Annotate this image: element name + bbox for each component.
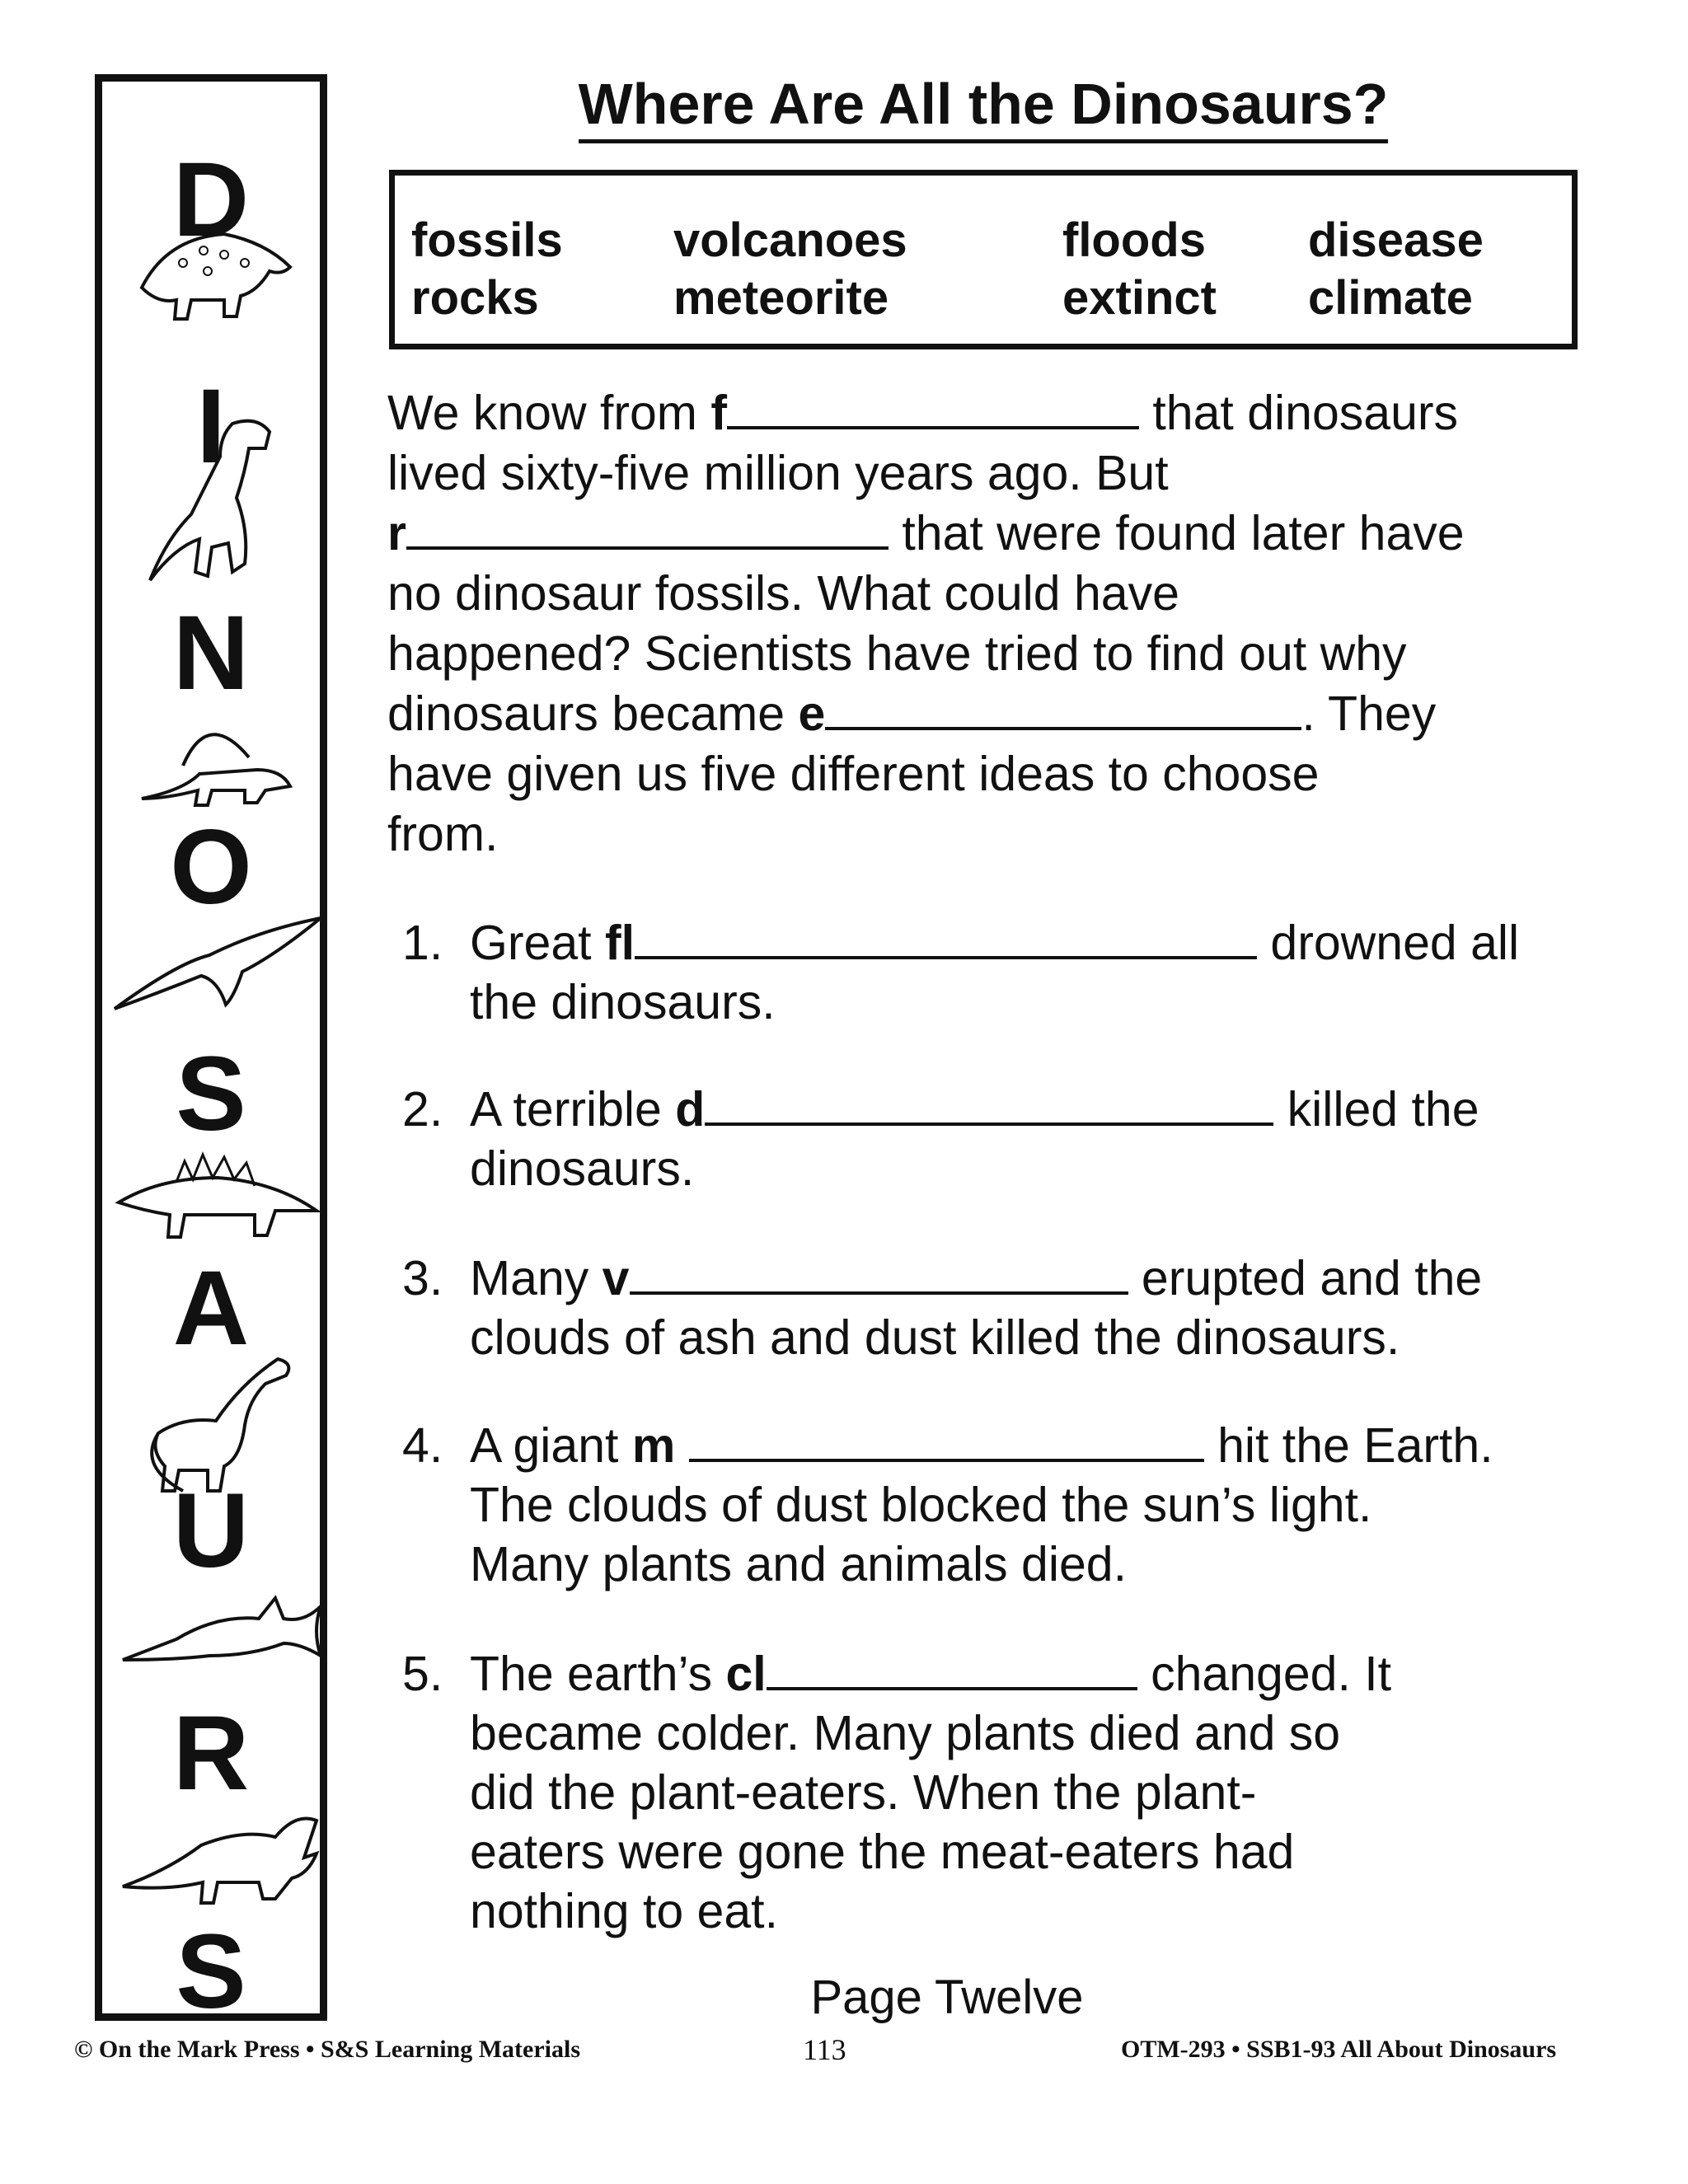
word-bank-item: volcanoes xyxy=(673,213,907,267)
ichthyosaurus-icon xyxy=(119,1582,325,1680)
intro-paragraph: We know from f that dinosaurs lived sixty-five million years ago. But r that were found later have no dinosaur fossils. What could have happened? Scientists have tried to find out why dinosaurs became e . They have given us five different ideas to choose from. xyxy=(387,386,1465,861)
stegosaurus-icon xyxy=(110,1145,325,1244)
ankylosaurus-icon xyxy=(134,222,298,329)
sidebar-letter: O xyxy=(170,808,252,926)
answer-blank-floods[interactable] xyxy=(635,915,1257,959)
sidebar-letter: U xyxy=(172,1472,250,1590)
page-title: Where Are All the Dinosaurs? xyxy=(521,73,1446,136)
tyrannosaurus-icon xyxy=(134,407,298,588)
word-bank-item: fossils xyxy=(411,213,563,267)
dinosaurs-sidebar xyxy=(95,74,327,2031)
word-bank-item: climate xyxy=(1308,271,1473,325)
footer-product-code: OTM-293 • SSB1-93 All About Dinosaurs xyxy=(1121,2036,1557,2063)
triceratops-icon xyxy=(119,1796,325,1919)
word-bank-item: extinct xyxy=(1062,271,1217,325)
dimetrodon-icon xyxy=(134,708,298,815)
page-number: 113 xyxy=(803,2033,846,2066)
answer-blank-rocks[interactable] xyxy=(406,505,889,550)
sidebar-letter: N xyxy=(172,594,250,712)
answer-blank-meteorite[interactable] xyxy=(689,1418,1204,1462)
hint-letter: f xyxy=(710,386,728,440)
answer-blank-fossils[interactable] xyxy=(727,385,1139,429)
footer-copyright: © On the Mark Press • S&S Learning Materials xyxy=(74,2036,580,2063)
word-bank-item: floods xyxy=(1062,213,1206,267)
word-bank-item: rocks xyxy=(411,271,539,325)
sidebar-letter: A xyxy=(172,1249,250,1367)
answer-blank-disease[interactable] xyxy=(705,1081,1273,1126)
pterodactyl-icon xyxy=(110,914,325,1013)
hint-letter: r xyxy=(387,506,406,560)
sidebar-letter: D xyxy=(172,141,250,259)
answer-blank-extinct[interactable] xyxy=(825,686,1301,730)
sidebar-letter: S xyxy=(176,1913,246,2031)
answer-blank-climate[interactable] xyxy=(767,1646,1137,1690)
word-bank-item: meteorite xyxy=(673,271,889,325)
sidebar-letter: S xyxy=(176,1035,246,1153)
sidebar-letter: R xyxy=(172,1694,250,1812)
page-label: Page Twelve xyxy=(810,1971,1084,2024)
answer-blank-volcanoes[interactable] xyxy=(630,1250,1128,1295)
sidebar-letter: I xyxy=(196,368,226,485)
word-bank xyxy=(389,170,1578,349)
word-bank-item: disease xyxy=(1308,213,1484,267)
hint-letter: e xyxy=(798,687,826,741)
